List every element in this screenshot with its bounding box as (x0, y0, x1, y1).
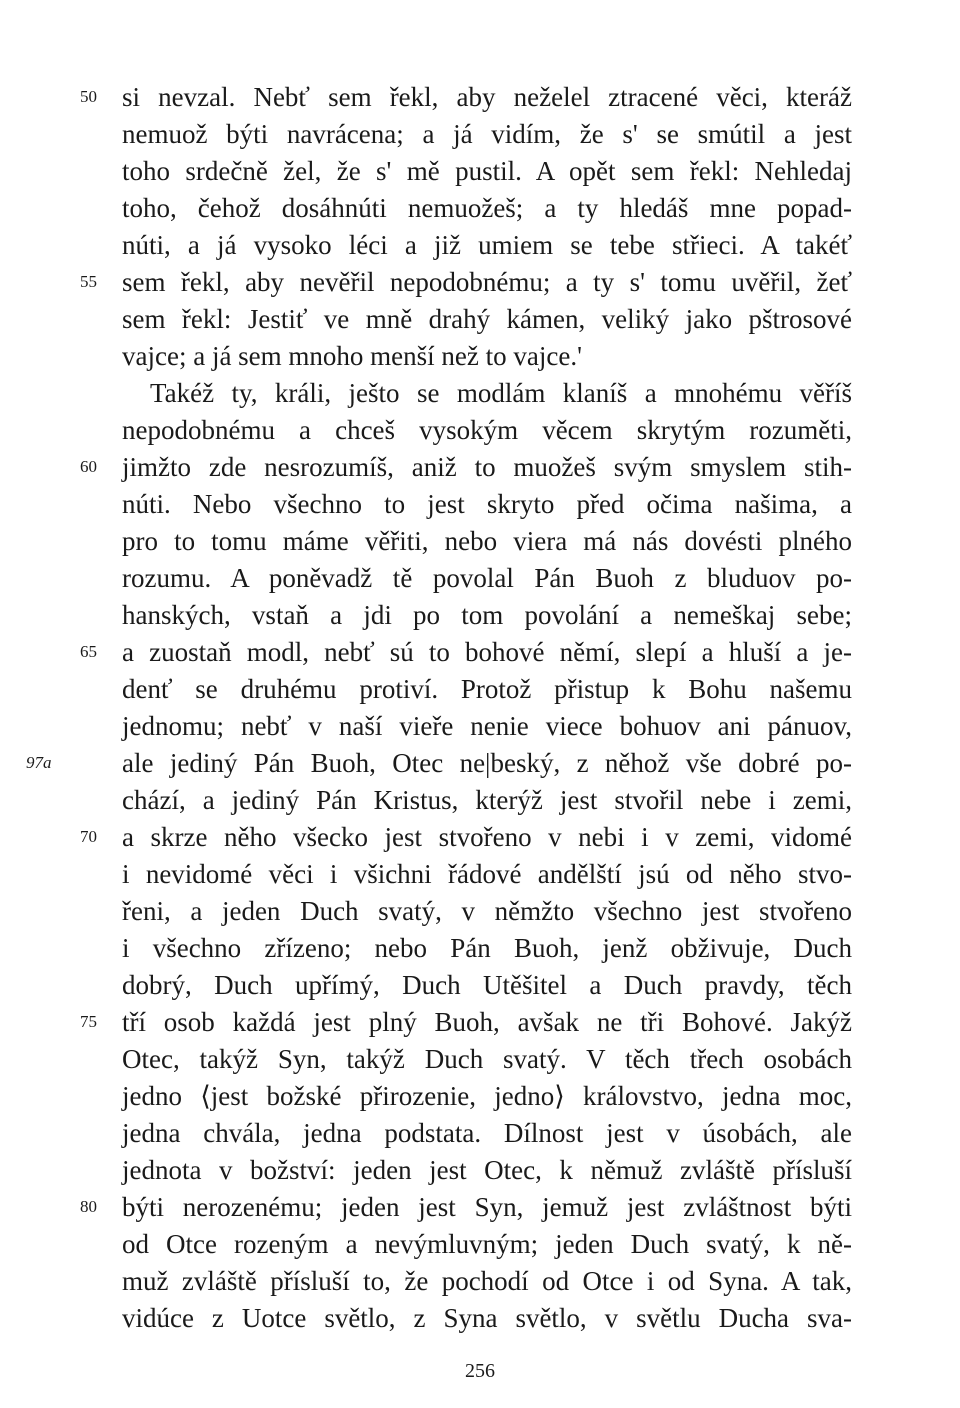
text-line: nepodobnému a chceš vysokým věcem skrytým rozuměti, (122, 415, 852, 445)
text-line: vajce; a já sem mnoho menší než to vajce.' (122, 341, 582, 371)
line-number: 60 (80, 457, 97, 476)
folio-marker: 97a (26, 753, 52, 772)
text-line: núti, a já vysoko léci a již umiem se tebe střieci. A takéť (122, 230, 852, 260)
text-line: jedno ⟨jest božské přirozenie, jedno⟩ královstvo, jedna moc, (122, 1081, 852, 1111)
text-line: chází, a jediný Pán Kristus, kterýž jest stvořil nebe i zemi, (122, 785, 852, 815)
text-line: jednomu; nebť v naší vieře nenie viece bohuov ani pánuov, (122, 711, 852, 741)
line-number: 80 (80, 1197, 97, 1216)
line-number: 50 (80, 87, 97, 106)
line-number: 55 (80, 272, 97, 291)
line-number: 65 (80, 642, 97, 661)
text-line: jedna chvála, jedna podstata. Dílnost jest v úsobách, ale (122, 1118, 852, 1148)
text-line: toho, čehož dosáhnúti nemuožeš; a ty hledáš mne popad- (122, 193, 852, 223)
text-line: a zuostaň modl, nebť sú to bohové němí, slepí a hluší a je- (122, 637, 852, 667)
text-line: a skrze něho všecko jest stvořeno v nebi i v zemi, vidomé (122, 822, 852, 852)
text-line: toho srdečně žel, že s' mě pustil. A opět sem řekl: Nehledaj (122, 156, 852, 186)
text-line: nemuož býti navrácena; a já vidím, že s' se smútil a jest (122, 119, 852, 149)
text-line: jimžto zde nesrozumíš, aniž to muožeš svým smyslem stih- (122, 452, 852, 482)
text-line: hanských, vstaň a jdi po tom povolání a nemeškaj sebe; (122, 600, 852, 630)
text-line: denť se druhému protiví. Protož přistup k Bohu našemu (122, 674, 852, 704)
line-number: 75 (80, 1012, 97, 1031)
text-line: jednota v božství: jeden jest Otec, k němuž zvláště přísluší (122, 1155, 852, 1185)
text-line: býti nerozenému; jeden jest Syn, jemuž jest zvláštnost býti (122, 1192, 852, 1222)
line-number: 70 (80, 827, 97, 846)
text-line: ale jediný Pán Buoh, Otec ne|beský, z něhož vše dobré po- (122, 748, 852, 778)
text-line: i nevidomé věci i všichni řádové andělští jsú od něho stvo- (122, 859, 852, 889)
text-line: rozumu. A poněvadž tě povolal Pán Buoh z bluduov po- (122, 563, 852, 593)
text-line: núti. Nebo všechno to jest skryto před očima našima, a (122, 489, 852, 519)
text-line: řeni, a jeden Duch svatý, v němžto všechno jest stvořeno (122, 896, 852, 926)
text-line: Takéž ty, králi, ješto se modlám klaníš a mnohému věříš (150, 378, 852, 408)
text-line: sem řekl, aby nevěřil nepodobnému; a ty s' tomu uvěřil, žeť (122, 267, 852, 297)
text-line: od Otce rozeným a nevýmluvným; jeden Duch svatý, k ně- (122, 1229, 852, 1259)
text-line: Otec, takýž Syn, takýž Duch svatý. V těch třech osobách (122, 1044, 852, 1074)
text-line: sem řekl: Jestiť ve mně drahý kámen, veliký jako pštrosové (122, 304, 852, 334)
text-line: dobrý, Duch upřímý, Duch Utěšitel a Duch pravdy, těch (122, 970, 852, 1000)
text-line: pro to tomu máme věřiti, nebo viera má nás dovésti plného (122, 526, 852, 556)
text-line: vidúce z Uotce světlo, z Syna světlo, v světlu Ducha sva- (122, 1303, 852, 1333)
text-line: si nevzal. Nebť sem řekl, aby neželel ztracené věci, kteráž (122, 82, 852, 112)
page-number: 256 (465, 1360, 495, 1382)
text-line: i všechno zřízeno; nebo Pán Buoh, jenž obživuje, Duch (122, 933, 852, 963)
text-line: tří osob každá jest plný Buoh, avšak ne tři Bohové. Jakýž (122, 1007, 852, 1037)
text-line: muž zvláště přísluší to, že pochodí od Otce i od Syna. A tak, (122, 1266, 852, 1296)
